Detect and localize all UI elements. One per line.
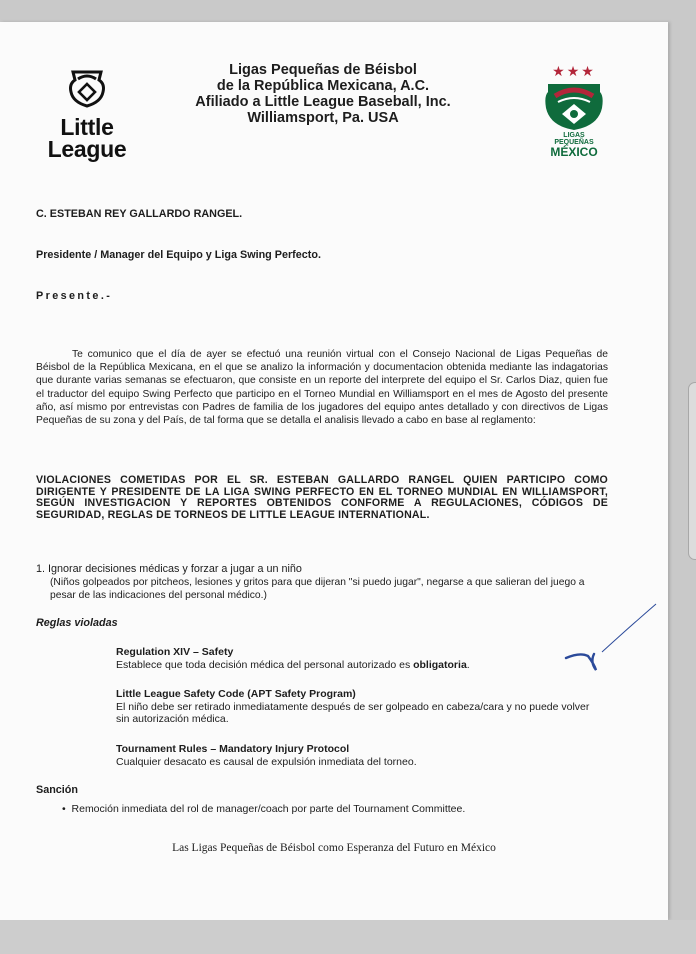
violation-item-1-title: 1. Ignorar decisiones médicas y forzar a jugar a un niño bbox=[36, 563, 302, 575]
little-league-logo bbox=[34, 70, 140, 160]
bullet-icon: • bbox=[62, 803, 72, 815]
scroll-edge-handle[interactable] bbox=[688, 382, 696, 560]
logo-text-mexico: MÉXICO bbox=[550, 145, 598, 159]
sanction-bullet bbox=[62, 803, 465, 815]
keystone-baseball-icon bbox=[67, 70, 107, 108]
stars-icon: ★★★ bbox=[552, 63, 596, 79]
rule-title: Tournament Rules – Mandatory Injury Protocol bbox=[116, 743, 350, 755]
letterhead bbox=[168, 62, 478, 126]
sanction-text: Remoción inmediata del rol de manager/coach por parte del Tournament Committee. bbox=[71, 803, 466, 815]
letterhead-line-2: de la República Mexicana, A.C. bbox=[216, 78, 430, 94]
greeting: Presente.- bbox=[36, 290, 113, 302]
rule-title: Regulation XIV – Safety bbox=[116, 646, 234, 658]
logo-word-league: League bbox=[47, 136, 127, 162]
rules-heading: Reglas violadas bbox=[36, 617, 118, 629]
letterhead-line-3: Afiliado a Little League Baseball, Inc. bbox=[195, 94, 451, 110]
rule-injury-protocol bbox=[116, 743, 596, 768]
rule-text bbox=[116, 659, 596, 672]
recipient-name: C. ESTEBAN REY GALLARDO RANGEL. bbox=[36, 208, 243, 220]
logo-word-little: Little bbox=[60, 114, 114, 140]
rule-regulation-xiv bbox=[116, 646, 596, 671]
footer-motto: Las Ligas Pequeñas de Béisbol como Esperanza del Futuro en México bbox=[172, 842, 496, 854]
logo-text-ligas: LIGAS bbox=[563, 132, 585, 139]
rule-title: Little League Safety Code (APT Safety Program) bbox=[116, 688, 356, 700]
rule-text-end: . bbox=[466, 658, 470, 671]
rule-text: Cualquier desacato es causal de expulsión inmediata del torneo. bbox=[116, 755, 417, 768]
violations-heading: VIOLACIONES COMETIDAS POR EL SR. ESTEBAN GALLARDO RANGEL QUIEN PARTICIPO COMO DIRIGENTE Y PRESIDENTE DE LA LIGA SWING PERFECTO EN EL TORNEO MUNDIAL EN WILLIAMSPORT, SEGÚN INVESTIGACION Y REPORTES OBTENIDOS CONFORME A REGULACIONES, CÓDIGOS DE SEGURIDAD, REGLAS DE TORNEOS DE LITTLE LEAGUE INTERNATIONAL. bbox=[36, 474, 608, 521]
rule-text-part: Establece que toda decisión médica del personal autorizado es bbox=[116, 658, 414, 671]
rule-safety-code bbox=[116, 688, 596, 726]
sanction-heading: Sanción bbox=[36, 784, 78, 796]
keystone-diamond-icon bbox=[542, 82, 606, 132]
viewer-background bbox=[0, 920, 696, 954]
letterhead-line-4: Williamsport, Pa. USA bbox=[247, 110, 399, 126]
rule-text-emphasis: obligatoria bbox=[413, 658, 467, 671]
letterhead-line-1: Ligas Pequeñas de Béisbol bbox=[229, 62, 417, 78]
logo-text-pequenas: PEQUEÑAS bbox=[554, 139, 594, 146]
recipient-title: Presidente / Manager del Equipo y Liga Swing Perfecto. bbox=[36, 249, 321, 261]
handwritten-signature-mark bbox=[556, 600, 666, 680]
ligas-pequenas-mexico-logo bbox=[538, 64, 610, 158]
rule-text: El niño debe ser retirado inmediatamente después de ser golpeado en cabeza/cara y no puede volver sin autorización médica. bbox=[116, 700, 590, 725]
body-paragraph: Te comunico que el día de ayer se efectuó una reunión virtual con el Consejo Nacional de Ligas Pequeñas de Béisbol de la República Mexicana, en el que se analizo la información y documentacion obtenida mediante las indagatorias que durante varias semanas se efectuaron, que consiste en un reporte del interprete del equipo el Sr. Carlos Diaz, quien fue el traductor del equipo Swing Perfecto que participo en el Torneo Mundial en Williamsport en el mes de Agosto del presente año, así mismo por entrevistas con Padres de familia de los jugadores del equipo antes detallado y con directivos de Ligas Pequeñas de su zona y del País, de tal forma que se detalla el analisis llevado a cabo en base al reglamento: bbox=[36, 349, 608, 427]
violation-item-1-detail: (Niños golpeados por pitcheos, lesiones y gritos para que dijeran "si puedo jugar", negarse a que salieran del juego a pesar de las indicaciones del personal médico.) bbox=[50, 577, 585, 601]
